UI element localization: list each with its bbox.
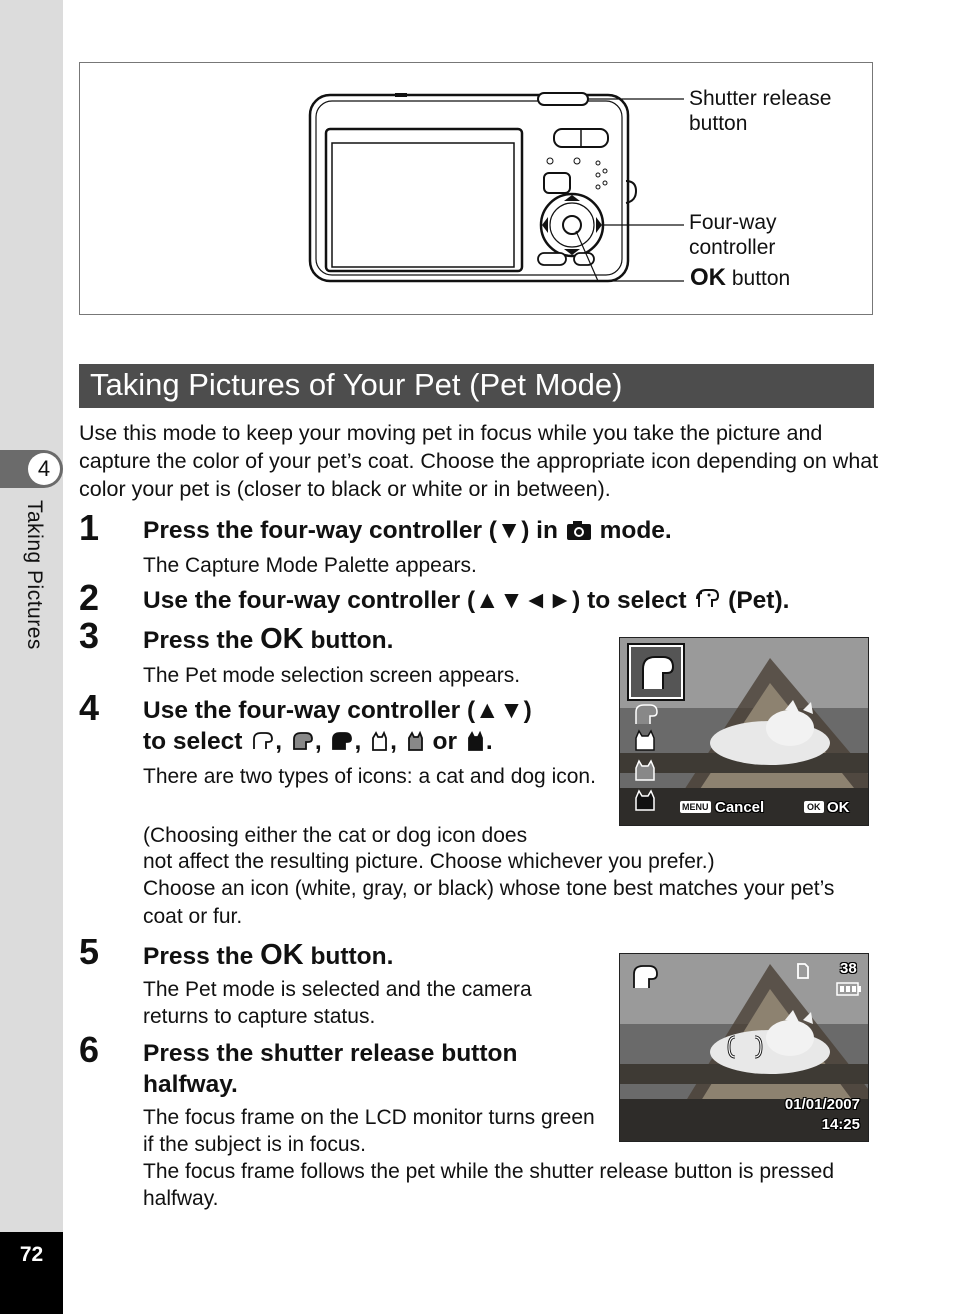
step-5-heading-b: button.	[310, 943, 394, 970]
step-6-number: 6	[79, 1029, 100, 1070]
dog-black-icon	[328, 730, 354, 752]
separator: ,	[390, 728, 397, 755]
step-3-number: 3	[79, 615, 100, 656]
step-4-heading-b: to select	[143, 728, 243, 755]
side-band	[0, 0, 63, 1314]
step-6-heading: Press the shutter release button halfway.	[143, 1040, 518, 1098]
step-5-heading-a: Press the	[143, 943, 254, 970]
chapter-number: 4	[28, 453, 60, 485]
cat-white-icon	[368, 730, 390, 752]
time-stamp: 14:25	[821, 1116, 860, 1133]
step-4-heading-line1: Use the four-way controller (▲▼)	[143, 697, 532, 724]
dog-white-icon	[631, 647, 681, 697]
step-3-heading-b: button.	[310, 627, 394, 654]
separator: ,	[314, 728, 322, 755]
battery-icon	[836, 982, 862, 996]
period: .	[485, 728, 493, 755]
step-5-number: 5	[79, 931, 100, 972]
cat-gray-icon	[404, 730, 426, 752]
pet-icon-list	[632, 700, 662, 820]
memory-card-icon	[796, 962, 810, 980]
step-4-text-c: not affect the resulting picture. Choose whichever you prefer.)	[143, 850, 715, 873]
step-2-heading-a: Use the four-way controller (▲▼◄►) to select	[143, 587, 687, 614]
callout-four-way-controller: Four-way controller	[689, 211, 777, 259]
step-4-text-d: Choose an icon (white, gray, or black) whose tone best matches your pet’s coat or fur.	[143, 877, 835, 928]
selected-icon-frame[interactable]	[629, 645, 683, 699]
ok-symbol: OK	[690, 264, 726, 291]
cat-black-icon	[464, 730, 486, 752]
page-number: 72	[19, 1243, 44, 1266]
step-3-text: The Pet mode selection screen appears.	[143, 664, 521, 687]
step-1-heading	[143, 516, 672, 546]
callout-ok-button	[690, 265, 790, 291]
step-2-number: 2	[79, 577, 100, 618]
step-6-text-b: The focus frame follows the pet while the shutter release button is pressed halfway.	[143, 1160, 835, 1210]
camera-mode-icon	[565, 519, 593, 541]
step-1-heading-b: mode.	[599, 517, 672, 544]
pet-mode-icon	[693, 587, 721, 611]
step-2-heading	[143, 586, 789, 616]
ok-badge[interactable]: OK	[804, 801, 824, 813]
capture-status-screen	[619, 953, 869, 1142]
step-2-heading-b: (Pet).	[728, 587, 790, 614]
dog-white-icon	[249, 730, 275, 752]
step-3-heading	[143, 624, 393, 656]
step-1-text: The Capture Mode Palette appears.	[143, 554, 477, 577]
callout-shutter-release: Shutter release button	[689, 87, 832, 135]
step-4-heading-line2	[143, 727, 493, 757]
focus-frame-icon	[727, 1034, 763, 1060]
step-1-number: 1	[79, 507, 100, 548]
menu-badge[interactable]: MENU	[682, 802, 709, 812]
separator: ,	[354, 728, 362, 755]
or-word: or	[432, 728, 458, 755]
date-stamp: 01/01/2007	[784, 1096, 860, 1113]
pet-selection-screen	[619, 637, 869, 826]
ok-label[interactable]: OK	[827, 799, 850, 816]
ok-symbol: OK	[260, 939, 304, 971]
step-4-text-a: There are two types of icons: a cat and dog icon.	[143, 765, 596, 788]
ok-symbol: OK	[260, 623, 304, 655]
step-1-heading-a: Press the four-way controller (▼) in	[143, 517, 558, 544]
step-4-number: 4	[79, 687, 100, 728]
pet-mode-icon	[628, 962, 662, 992]
ok-button-label: button	[731, 267, 791, 290]
step-5-heading	[143, 940, 393, 972]
separator: ,	[275, 728, 283, 755]
intro-paragraph: Use this mode to keep your moving pet in focus while you take the picture and capture the color of your pet’s coat. Choose the appropriate icon depending on what color your pet is (closer to black or white or in between).	[79, 421, 879, 501]
section-title: Taking Pictures of Your Pet (Pet Mode)	[90, 367, 623, 402]
shots-remaining: 38	[840, 960, 857, 977]
cancel-label[interactable]: Cancel	[715, 799, 765, 816]
camera-back-illustration	[300, 85, 695, 285]
dog-gray-icon	[289, 730, 315, 752]
step-3-heading-a: Press the	[143, 627, 254, 654]
step-6-text-a: The focus frame on the LCD monitor turns green if the subject is in focus.	[143, 1106, 595, 1156]
step-4-text-b: (Choosing either the cat or dog icon does	[143, 824, 528, 847]
chapter-title: Taking Pictures	[23, 500, 46, 650]
step-5-text: The Pet mode is selected and the camera returns to capture status.	[143, 978, 532, 1028]
